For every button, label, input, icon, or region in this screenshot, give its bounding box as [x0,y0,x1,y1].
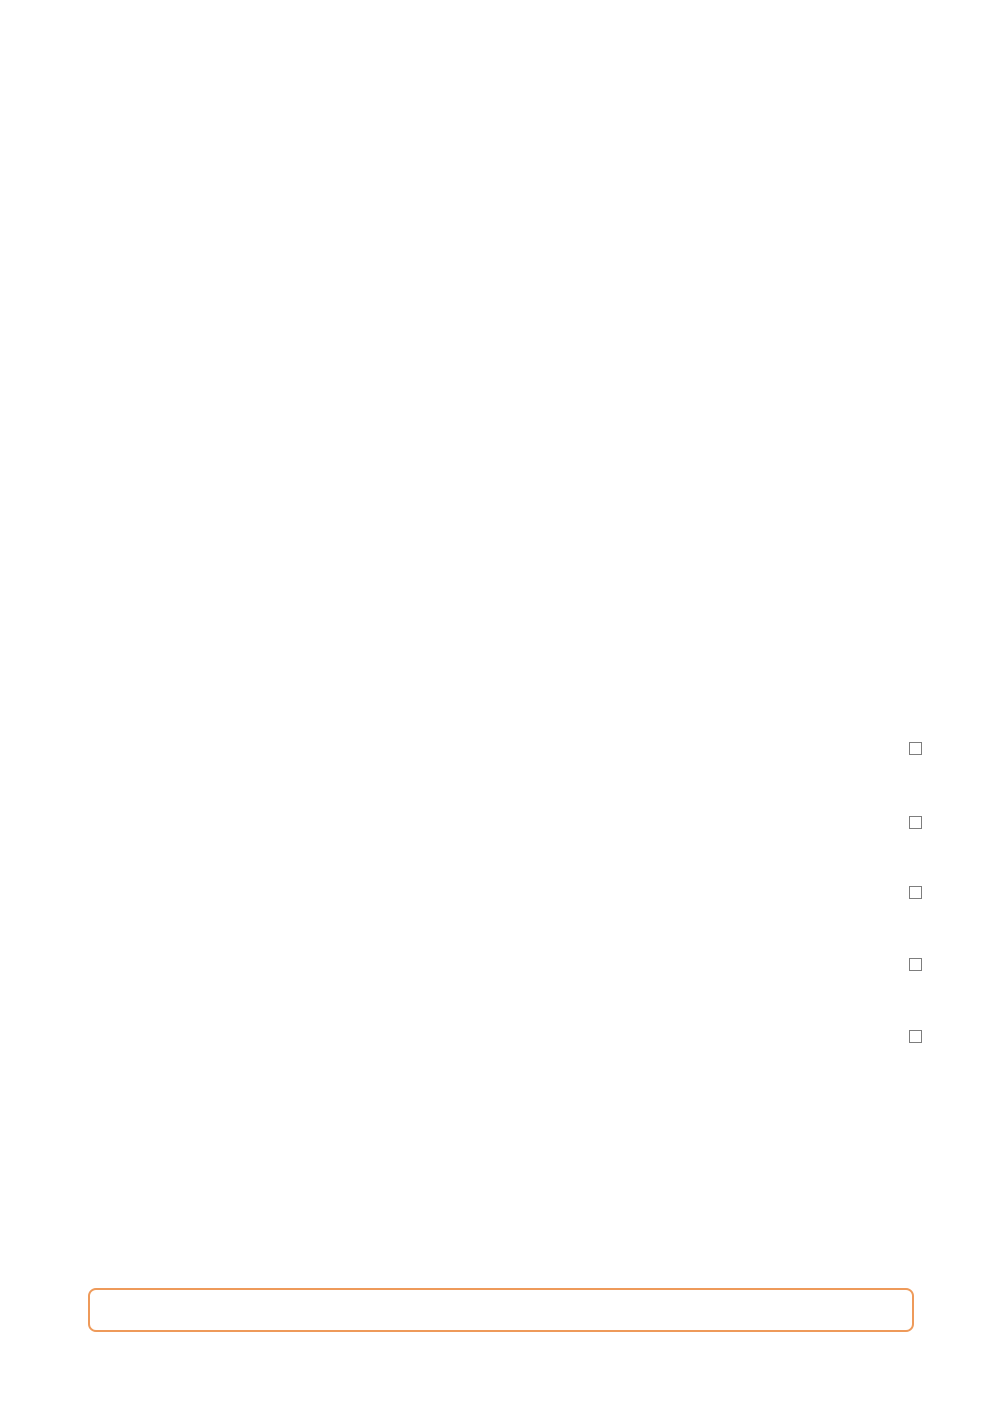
checkbox-icon[interactable] [909,884,922,903]
school-footer [88,1288,914,1332]
checkbox-icon[interactable] [909,1028,922,1047]
checkbox-icon[interactable] [909,956,922,975]
checkbox-icon[interactable] [909,814,922,833]
checkbox-icon[interactable] [909,740,922,759]
